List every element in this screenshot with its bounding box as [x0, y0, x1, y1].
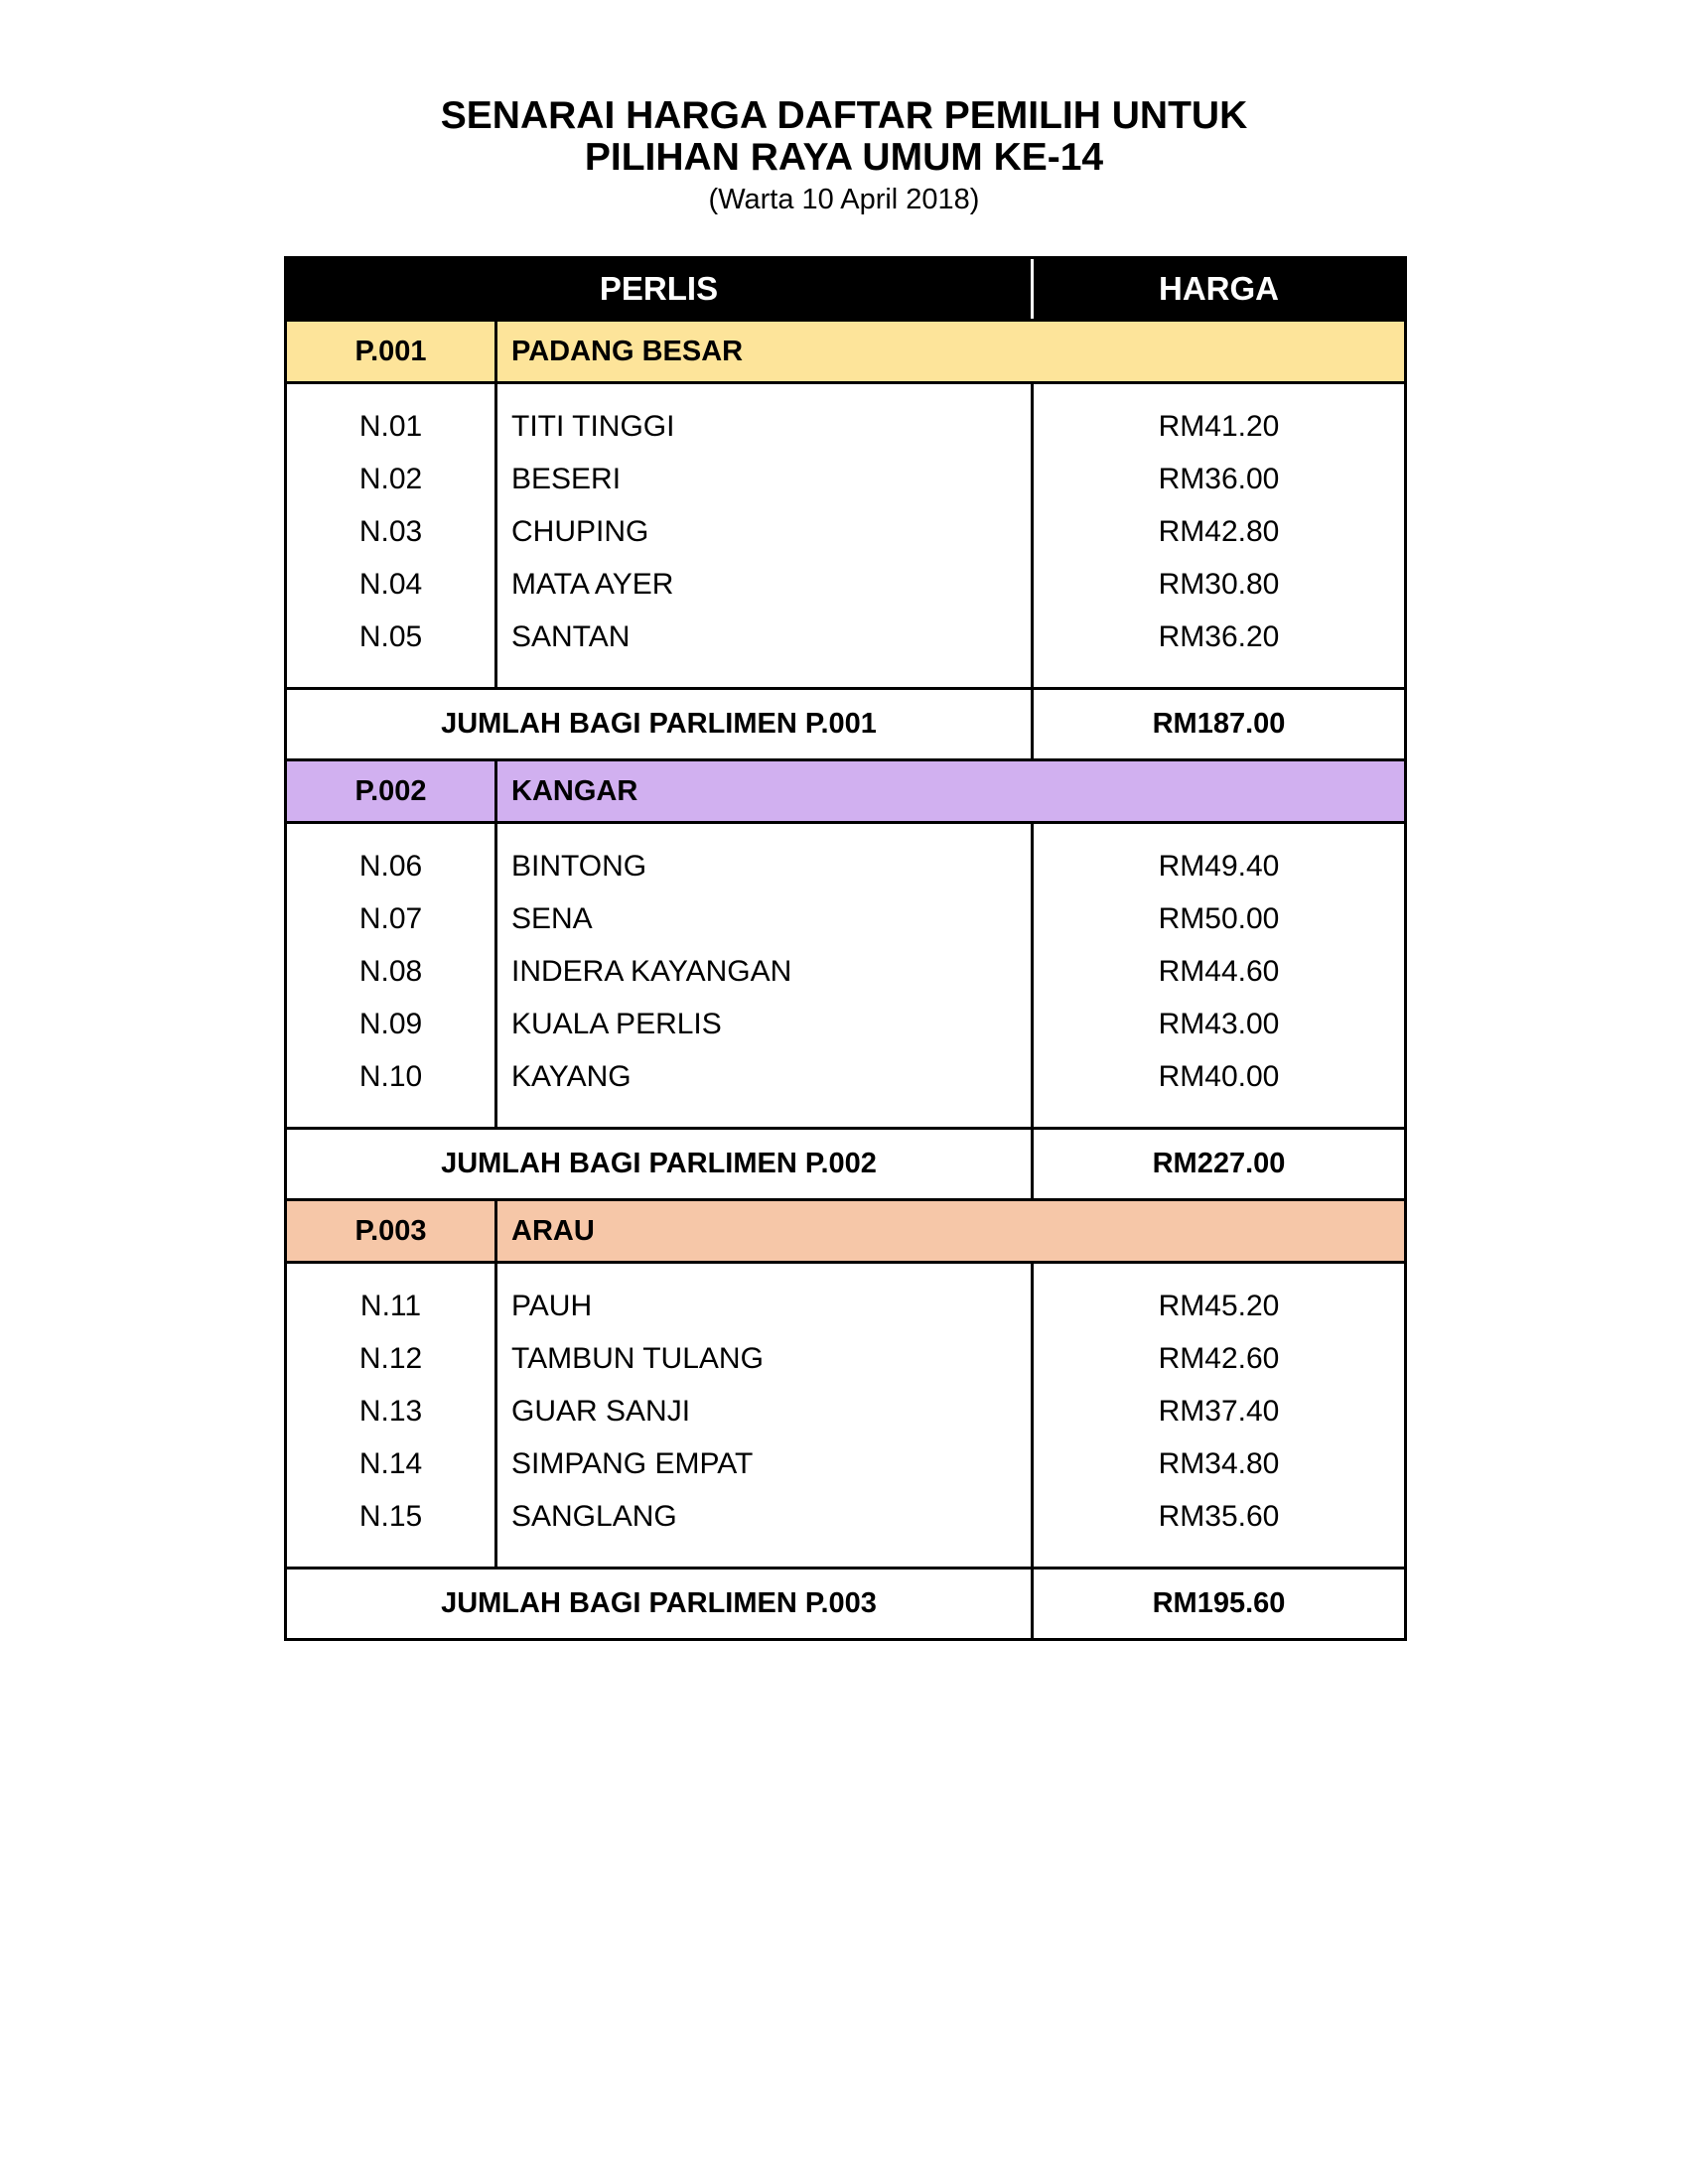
document-header — [0, 95, 1688, 218]
seat-price: RM43.00 — [1158, 1008, 1280, 1040]
seat-code: N.15 — [358, 1500, 423, 1533]
column-header-price: HARGA — [1159, 270, 1279, 307]
subtitle: (Warta 10 April 2018) — [708, 184, 980, 215]
seat-code: N.02 — [358, 463, 423, 495]
seat-price: RM37.40 — [1158, 1395, 1280, 1428]
seat-price: RM41.20 — [1158, 410, 1280, 443]
seat-prices-column — [1034, 1264, 1404, 1567]
parliament-code: P.002 — [287, 761, 497, 821]
seat-name: SIMPANG EMPAT — [511, 1447, 754, 1480]
parliament-name: PADANG BESAR — [511, 335, 744, 367]
parliament-name: KANGAR — [511, 774, 638, 807]
parliament-code: P.001 — [287, 322, 497, 381]
seat-code: N.03 — [358, 515, 423, 548]
seat-name: MATA AYER — [511, 568, 674, 601]
seat-list — [287, 1264, 1404, 1570]
parliament-code: P.003 — [287, 1201, 497, 1261]
parliament-row — [287, 761, 1404, 824]
seat-code: N.12 — [358, 1342, 423, 1375]
seat-price: RM44.60 — [1158, 955, 1280, 988]
seat-code: N.01 — [358, 410, 423, 443]
seat-name: BESERI — [511, 463, 622, 495]
seat-code: N.06 — [358, 850, 423, 883]
total-label: JUMLAH BAGI PARLIMEN P.002 — [287, 1130, 1034, 1198]
seat-code: N.05 — [358, 620, 423, 653]
seat-name: GUAR SANJI — [511, 1395, 691, 1428]
total-label: JUMLAH BAGI PARLIMEN P.003 — [287, 1570, 1034, 1638]
title-line-1: SENARAI HARGA DAFTAR PEMILIH UNTUK — [440, 94, 1248, 137]
total-label: JUMLAH BAGI PARLIMEN P.001 — [287, 690, 1034, 758]
seat-price: RM42.80 — [1158, 515, 1280, 548]
seat-names-column — [497, 824, 1034, 1127]
total-value: RM187.00 — [1152, 708, 1286, 740]
seat-price: RM45.20 — [1158, 1290, 1280, 1322]
seat-code: N.08 — [358, 955, 423, 988]
seat-code: N.07 — [358, 902, 423, 935]
parliament-row — [287, 1201, 1404, 1264]
parliament-section — [284, 1201, 1407, 1641]
column-header-region: PERLIS — [287, 259, 1034, 319]
seat-names-column — [497, 384, 1034, 687]
seat-list — [287, 824, 1404, 1130]
seat-codes-column — [287, 384, 497, 687]
parliament-section — [284, 761, 1407, 1201]
seat-price: RM50.00 — [1158, 902, 1280, 935]
seat-codes-column — [287, 824, 497, 1127]
seat-names-column — [497, 1264, 1034, 1567]
seat-price: RM36.20 — [1158, 620, 1280, 653]
seat-name: TITI TINGGI — [511, 410, 675, 443]
seat-codes-column — [287, 1264, 497, 1567]
title-line-2: PILIHAN RAYA UMUM KE-14 — [584, 136, 1104, 179]
seat-name: SENA — [511, 902, 593, 935]
seat-price: RM49.40 — [1158, 850, 1280, 883]
seat-list — [287, 384, 1404, 690]
parliament-total-row — [287, 1570, 1404, 1641]
seat-price: RM35.60 — [1158, 1500, 1280, 1533]
seat-name: SANTAN — [511, 620, 631, 653]
seat-code: N.10 — [358, 1060, 423, 1093]
parliament-total-row — [287, 690, 1404, 761]
seat-code: N.04 — [358, 568, 423, 601]
seat-name: KAYANG — [511, 1060, 632, 1093]
seat-name: PAUH — [511, 1290, 593, 1322]
total-value: RM227.00 — [1152, 1148, 1286, 1179]
parliament-section — [284, 322, 1407, 761]
seat-name: TAMBUN TULANG — [511, 1342, 764, 1375]
price-table — [284, 256, 1407, 1641]
parliament-total-row — [287, 1130, 1404, 1201]
parliament-name: ARAU — [511, 1214, 595, 1247]
seat-name: INDERA KAYANGAN — [511, 955, 792, 988]
seat-price: RM42.60 — [1158, 1342, 1280, 1375]
seat-price: RM36.00 — [1158, 463, 1280, 495]
seat-name: CHUPING — [511, 515, 649, 548]
seat-code: N.14 — [358, 1447, 423, 1480]
seat-prices-column — [1034, 384, 1404, 687]
parliament-row — [287, 322, 1404, 384]
seat-name: BINTONG — [511, 850, 647, 883]
seat-price: RM40.00 — [1158, 1060, 1280, 1093]
seat-name: SANGLANG — [511, 1500, 677, 1533]
table-header — [284, 256, 1407, 322]
seat-price: RM30.80 — [1158, 568, 1280, 601]
seat-price: RM34.80 — [1158, 1447, 1280, 1480]
seat-code: N.09 — [358, 1008, 423, 1040]
total-value: RM195.60 — [1152, 1587, 1286, 1619]
seat-prices-column — [1034, 824, 1404, 1127]
seat-code: N.11 — [359, 1290, 422, 1322]
seat-code: N.13 — [358, 1395, 423, 1428]
seat-name: KUALA PERLIS — [511, 1008, 722, 1040]
